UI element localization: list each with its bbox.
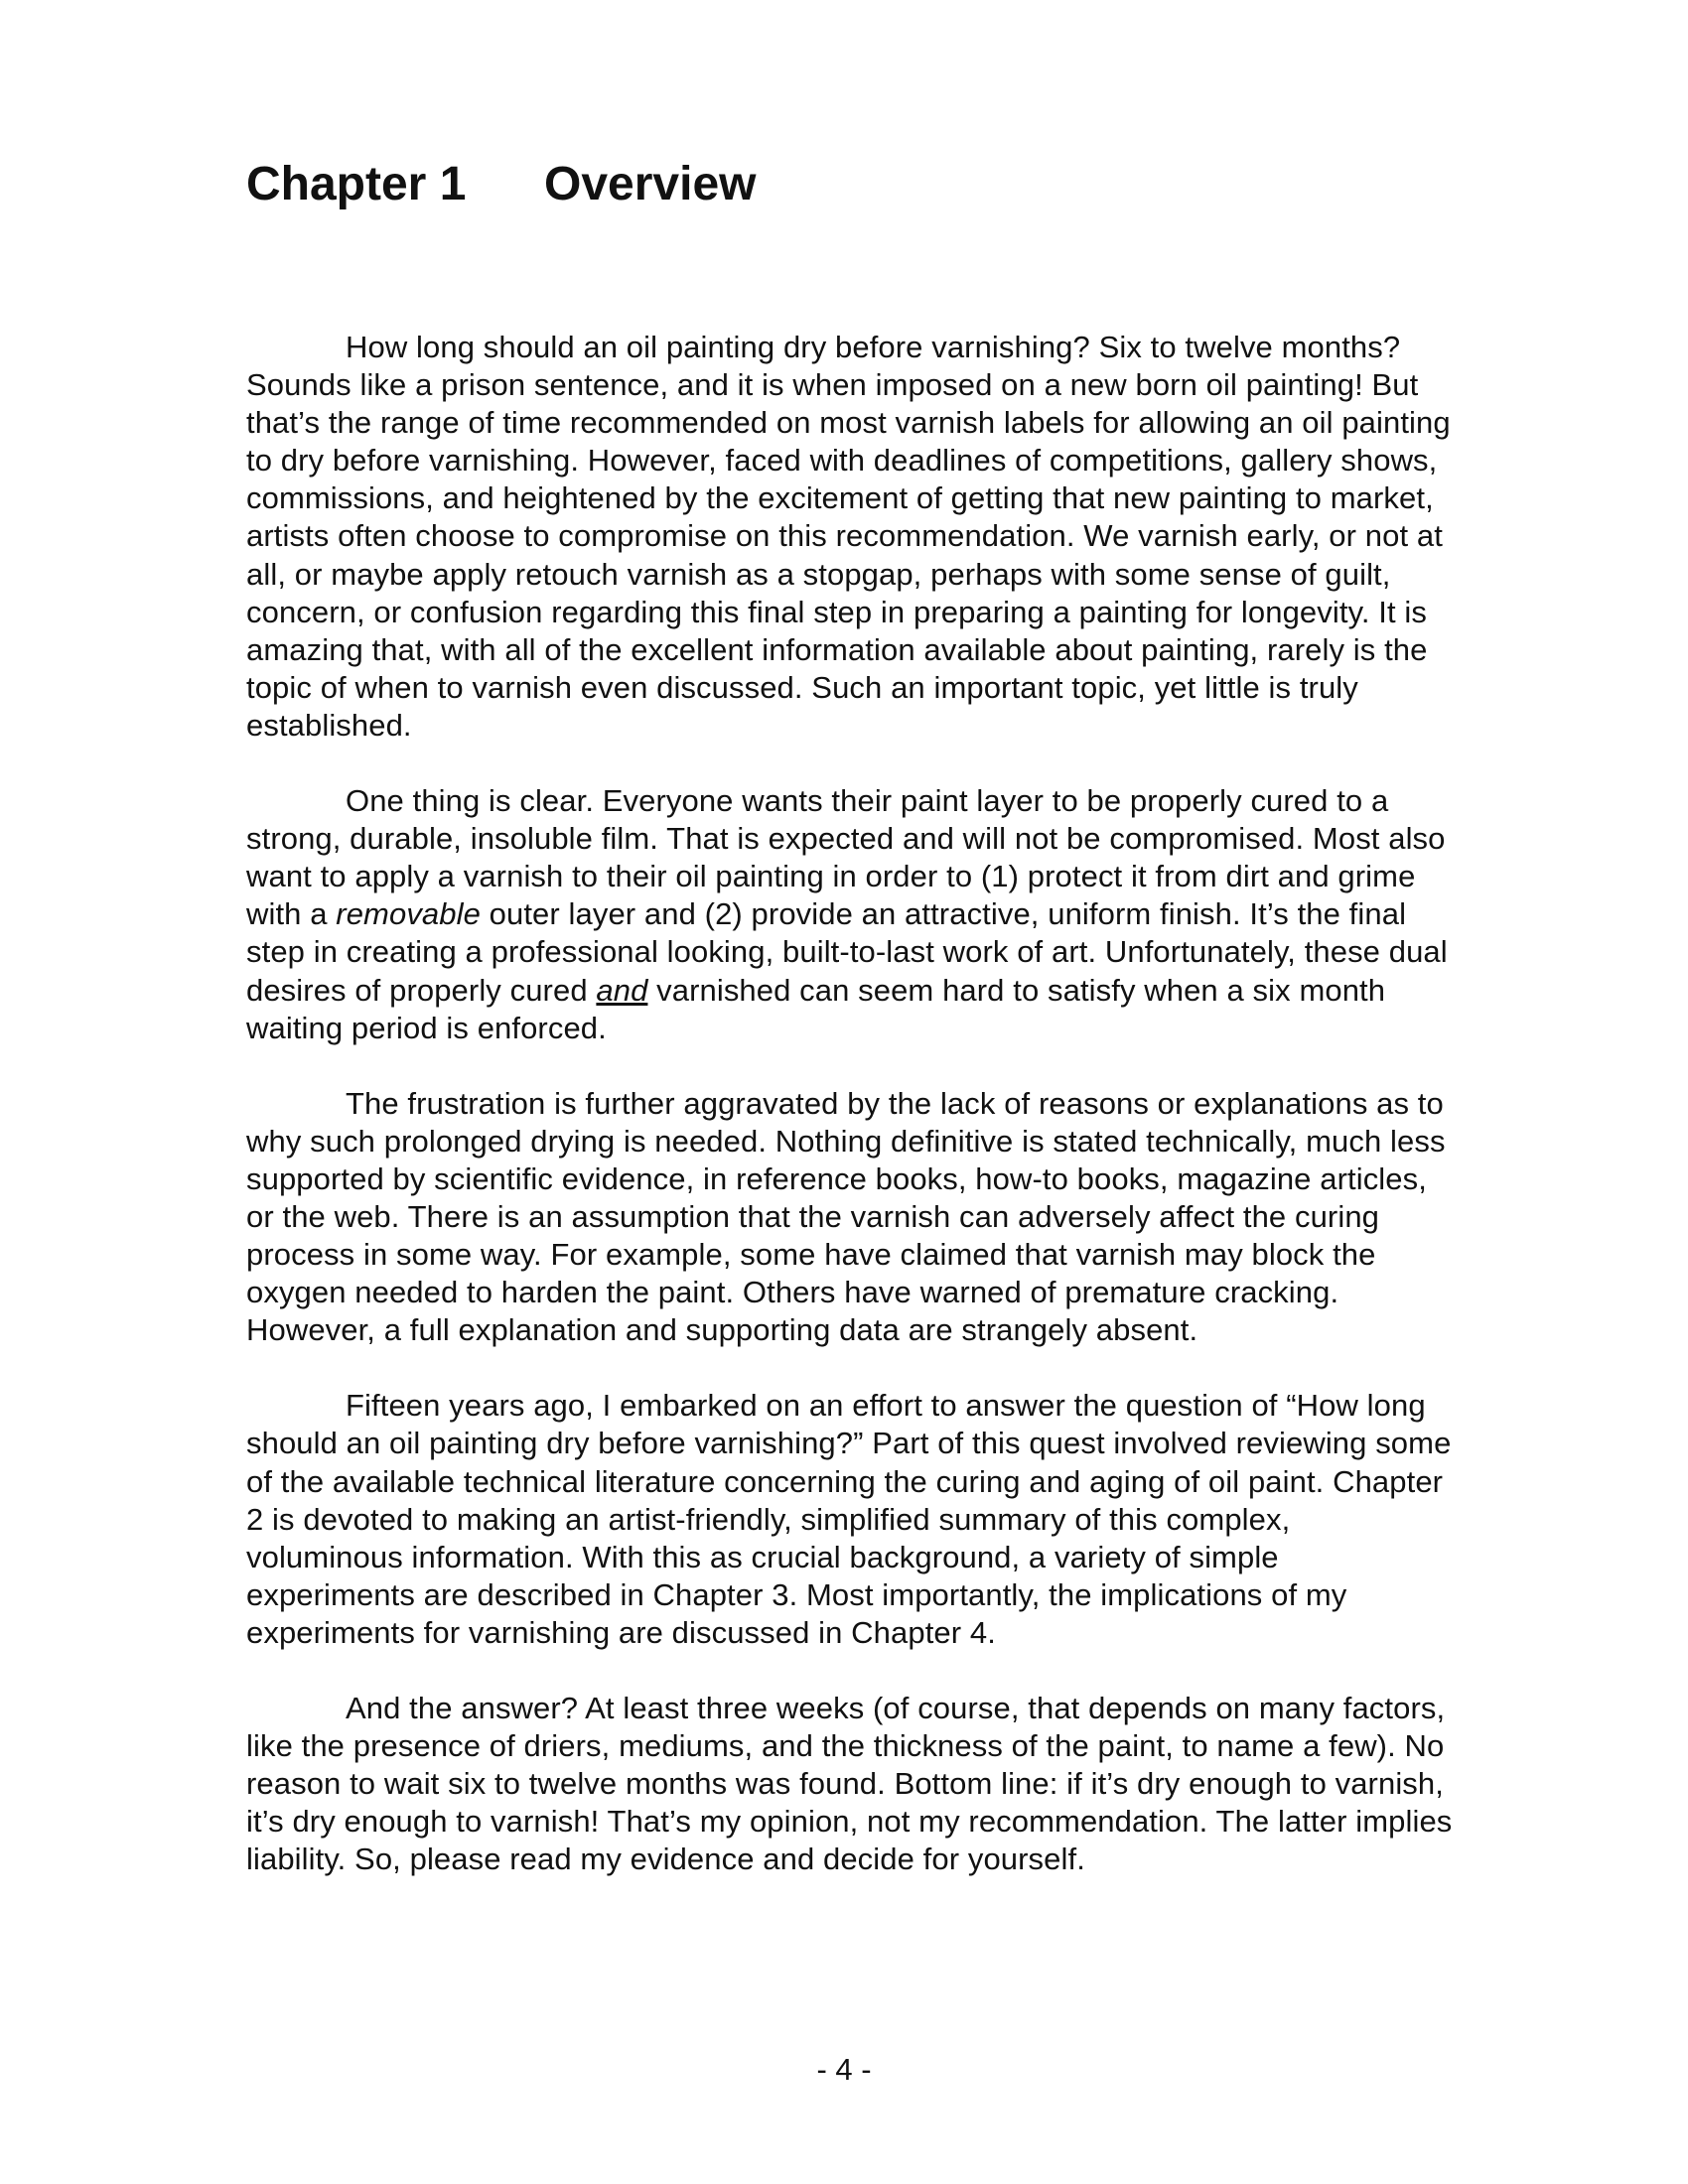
emphasis-text: removable [336, 896, 481, 932]
paragraph-text: varnished can seem hard to satisfy when a six month waiting period is enforced. [246, 972, 1386, 1045]
chapter-title: Overview [544, 158, 757, 210]
paragraph-text: One thing is clear. Everyone wants their paint layer to be properly cured to a strong, durable, insoluble film. That is expected and will not be compromised. Most also want to apply a varnish to their oil painting in order to (1) protect it from dirt and grime with a [246, 783, 1446, 932]
page-number: - 4 - [816, 2052, 872, 2087]
paragraph [246, 782, 1454, 1047]
paragraph-text: And the answer? At least three weeks (of course, that depends on many factors, like the presence of driers, mediums, and the thickness of the paint, to name a few). No reason to wait six to twelve months was found. Bottom line: if it’s dry enough to varnish, it’s dry enough to varnish! That’s my opinion, not my recommendation. The latter implies liability. So, please read my evidence and decide for yourself. [246, 1691, 1453, 1877]
paragraph [246, 329, 1454, 745]
emphasis-underlined-text: and [596, 972, 648, 1008]
paragraph-text: outer layer and (2) provide an attractive, uniform finish. It’s the final step in creating a professional looking, built-to-last work of art. Unfortunately, these dual desires of properly cured [246, 896, 1448, 1008]
paragraph [246, 1387, 1454, 1652]
paragraph-text: The frustration is further aggravated by the lack of reasons or explanations as to why such prolonged drying is needed. Nothing definitive is stated technically, much less supported by scientific evidence, in reference books, how-to books, magazine articles, or the web. There is an assumption that the varnish can adversely affect the curing process in some way. For example, some have claimed that varnish may block the oxygen needed to harden the paint. Others have warned of premature cracking. However, a full explanation and supporting data are strangely absent. [246, 1085, 1446, 1348]
chapter-number: Chapter 1 [246, 158, 467, 210]
chapter-heading [246, 155, 756, 214]
paragraph [246, 1085, 1454, 1350]
paragraph-text: Fifteen years ago, I embarked on an effort to answer the question of “How long should an oil painting dry before varnishing?” Part of this quest involved reviewing some of the available technical literature concerning the curing and aging of oil paint. Chapter 2 is devoted to making an artist-friendly, simplified summary of this complex, voluminous information. With this as crucial background, a variety of simple experiments are described in Chapter 3. Most importantly, the implications of my experiments for varnishing are discussed in Chapter 4. [246, 1388, 1452, 1650]
paragraph [246, 1690, 1454, 1878]
paragraph-text: How long should an oil painting dry before varnishing? Six to twelve months? Sounds like a prison sentence, and it is when imposed on a new born oil painting! But that’s the range of time recommended on most varnish labels for allowing an oil painting to dry before varnishing. However, faced with deadlines of competitions, gallery shows, commissions, and heightened by the excitement of getting that new painting to market, artists often choose to compromise on this recommendation. We varnish early, or not at all, or maybe apply retouch varnish as a stopgap, perhaps with some sense of guilt, concern, or confusion regarding this final step in preparing a painting for longevity. It is amazing that, with all of the excellent information available about painting, rarely is the topic of when to varnish even discussed. Such an important topic, yet little is truly established. [246, 330, 1451, 743]
body-text [246, 329, 1454, 1916]
